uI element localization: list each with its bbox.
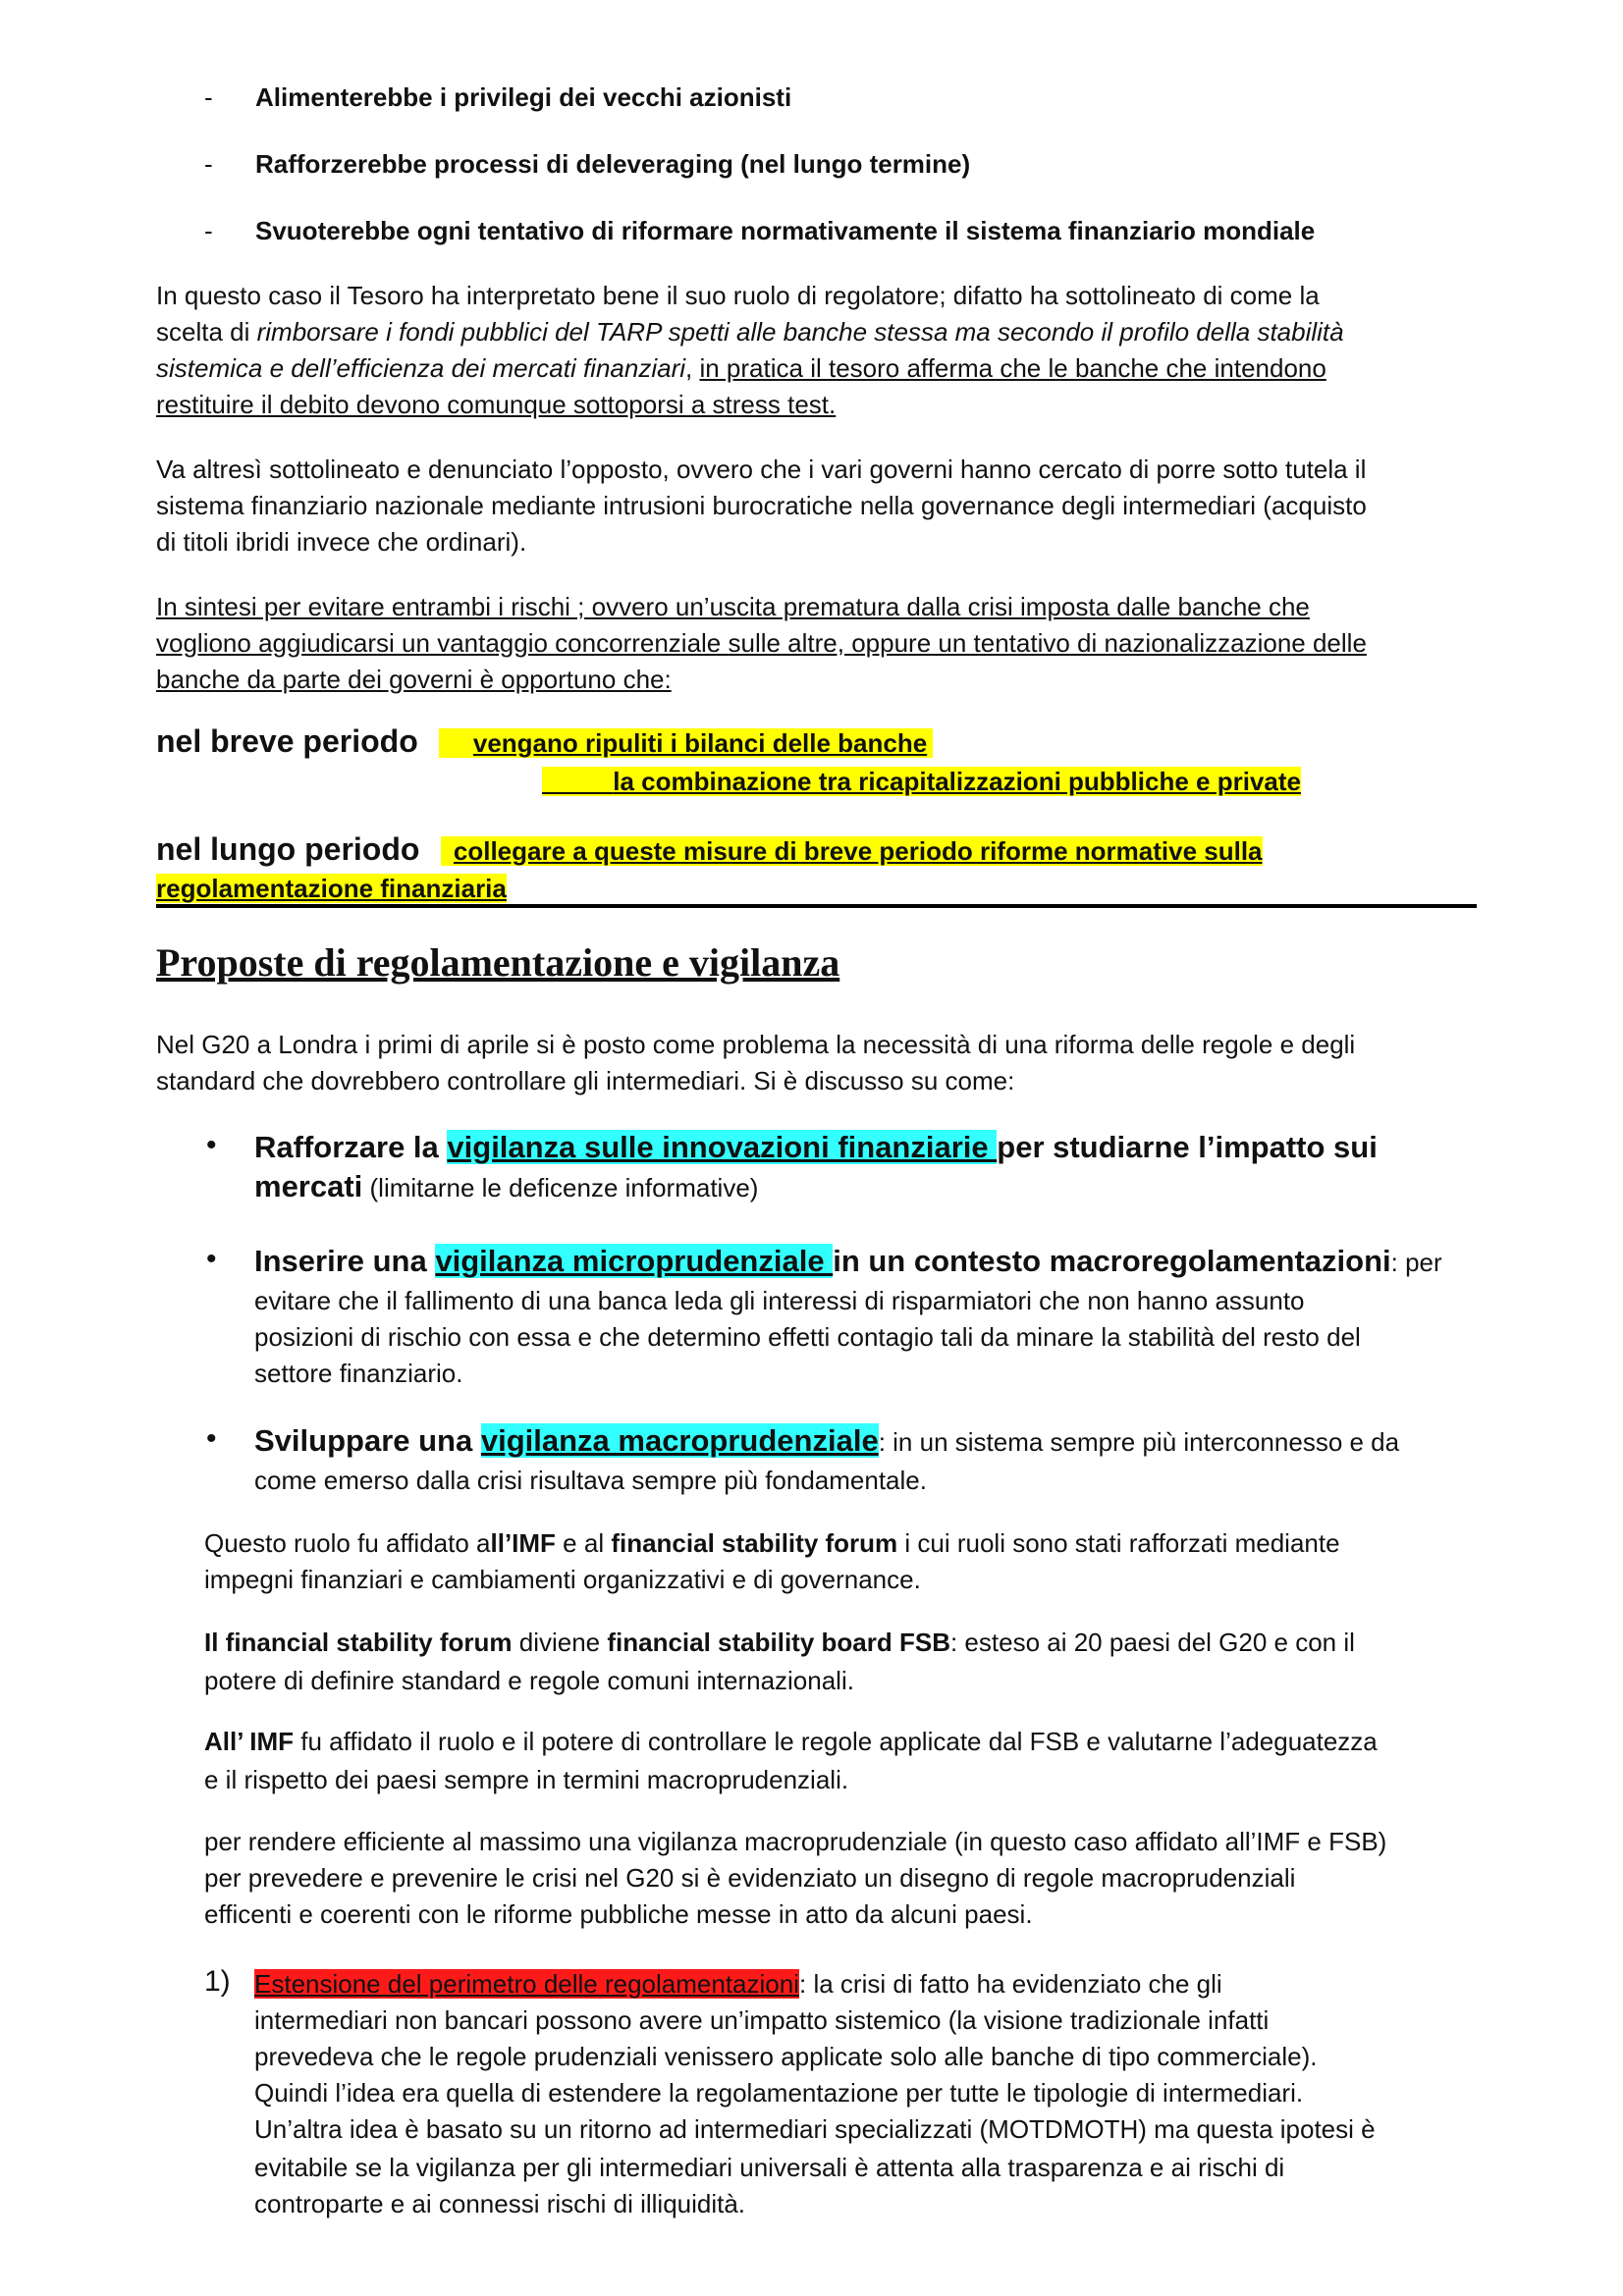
paragraph-treasury: In questo caso il Tesoro ha interpretato bene il suo ruolo di regolatore; difatto ha sottolineato di come la scelta di rimborsare i fondi pubblici del TARP spetti alle banche stessa ma secondo il profilo della stabilità sistemica e dell’efficienza dei mercati finanziari, in pratica il tesoro afferma che le banche che intendono restituire il debito devono comunque sottoporsi a stress test. <box>156 281 1344 419</box>
bullet-item: Rafforzare la vigilanza sulle innovazioni finanziarie per studiarne l’impatto sui mercati (limitarne le deficenze informative) <box>254 1130 1378 1203</box>
paragraph-g20: Nel G20 a Londra i primi di aprile si è posto come problema la necessità di una riforma delle regole e degli standard che dovrebbero controllare gli intermediari. Si è discusso su come: <box>156 1030 1356 1095</box>
paragraph-macroprudential: per rendere efficiente al massimo una vigilanza macroprudenziale (in questo caso affidato all’IMF e FSB) per prevedere e prevenire le crisi nel G20 si è evidenziato un disegno di regole macroprudenziali efficenti e coerenti con le riforme pubbliche messe in atto da alcuni paesi. <box>204 1827 1387 1929</box>
bullet-icon: • <box>206 1243 217 1275</box>
short-term-item2: la combinazione tra ricapitalizzazioni pubbliche e private <box>542 764 1301 800</box>
numbered-item: Estensione del perimetro delle regolamentazioni: la crisi di fatto ha evidenziato che gli intermediari non bancari possono avere un’impatto sistemico (la visione tradizionale infatti prevedeva che le regole prudenziali venissero applicate solo alle banche di tipo commerciale). Quindi l’idea era quella di estendere la regolamentazione per tutte le tipologie di intermediari. Un’altra idea è basato su un ritorno ad intermediari specializzati (MOTDMOTH) ma questa ipotesi è evitabile se la vigilanza per gli intermediari universali è attenta alla trasparenza e ai rischi di controparte e ai connessi rischi di illiquidità. <box>254 1969 1376 2218</box>
paragraph-summary: In sintesi per evitare entrambi i rischi ; ovvero un’uscita prematura dalla crisi imposta dalle banche che vogliono aggiudicarsi un vantaggio concorrenziale sulle altre, oppure un tentativo di nazionalizzazione delle banche da parte dei governi è opportuno che: <box>156 592 1367 694</box>
paragraph-imf-power: All’ IMF fu affidato il ruolo e il potere di controllare le regole applicate dal FSB e valutarne l’adeguatezza e il rispetto dei paesi sempre in termini macroprudenziali. <box>204 1727 1378 1794</box>
short-term-row: nel breve periodo vengano ripuliti i bilanci delle banche <box>156 723 933 764</box>
bullet-item: Sviluppare una vigilanza macroprudenziale: in un sistema sempre più interconnesso e da come emerso dalla crisi risultava sempre più fondamentale. <box>254 1423 1400 1495</box>
document-page: - Alimenterebbe i privilegi dei vecchi azionisti - Rafforzerebbe processi di deleveraging (nel lungo termine) - Svuoterebbe ogni tentativo di riformare normativamente il sistema finanziario mondiale In questo caso il Tesoro ha interpretato bene il suo ruolo di regolatore; difatto ha sottolineato di come la scelta di rimborsare i fondi pubblici del TARP spetti alle banche stessa ma secondo il profilo della stabilità sistemica e dell’efficienza dei mercati finanziari, in pratica il tesoro afferma che le banche che intendono restituire il debito devono comunque sottoporsi a stress test. Va altresì sottolineato e denunciato l’opposto, ovvero che i vari governi hanno cercato di porre sotto tutela il sistema finanziario nazionale mediante intrusioni burocratiche nella governance degli intermediari (acquisto di titoli ibridi invece che ordinari). In sintesi per evitare entrambi i rischi ; ovvero un’uscita prematura dalla crisi imposta dalle banche che vogliono aggiudicarsi un vantaggio concorrenziale sulle altre, oppure un tentativo di nazionalizzazione delle banche da parte dei governi è opportuno che: nel breve periodo vengano ripuliti i bilanci delle banche la combinazione tra ricapitalizzazioni pubbliche e private nel lungo periodo collegare a queste misure di breve periodo riforme normative sulla regolamentazione finanziaria Proposte di regolamentazione e vigilanza Nel G20 a Londra i primi di aprile si è posto come problema la necessità di una riforma delle regole e degli standard che dovrebbero controllare gli intermediari. Si è discusso su come: • Rafforzare la vigilanza sulle innovazioni finanziarie per studiarne l’impatto sui mercati (limitarne le deficenze informative) • Inserire una vigilanza microprudenziale in un contesto macroregolamentazioni: per evitare che il fallimento di una banca leda gli interessi di risparmiatori che non hanno assunto posizioni di rischio con essa e che determino effetti contagio tali da minare la stabilità del resto del settore finanziario. • Sviluppare una vigilanza macroprudenziale: in un sistema sempre più interconnesso e da come emerso dalla crisi risultava sempre più fondamentale. Questo ruolo fu affidato all’IMF e al financial stability forum i cui ruoli sono stati rafforzati mediante impegni finanziari e cambiamenti organizzativi e di governance. Il financial stability forum diviene financial stability board FSB: esteso ai 20 paesi del G20 e con il potere di definire standard e regole comuni internazionali. All’ IMF fu affidato il ruolo e il potere di controllare le regole applicate dal FSB e valutarne l’adeguatezza e il rispetto dei paesi sempre in termini macroprudenziali. per rendere efficiente al massimo una vigilanza macroprudenziale (in questo caso affidato all’IMF e FSB) per prevedere e prevenire le crisi nel G20 si è evidenziato un disegno di regole macroprudenziali efficenti e coerenti con le riforme pubbliche messe in atto da alcuni paesi. 1) Estensione del perimetro delle regolamentazioni: la crisi di fatto ha evidenziato che gli intermediari non bancari possono avere un’impatto sistemico (la visione tradizionale infatti prevedeva che le regole prudenziali venissero applicate solo alle banche di tipo commerciale). Quindi l’idea era quella di estendere la regolamentazione per tutte le tipologie di intermediari. Un’altra idea è basato su un ritorno ad intermediari specializzati (MOTDMOTH) ma questa ipotesi è evitabile se la vigilanza per gli intermediari universali è attenta alla trasparenza e ai rischi di controparte e ai connessi rischi di illiquidità. <box>0 0 1623 2296</box>
long-term-row: nel lungo periodo collegare a queste misure di breve periodo riforme normative sulla <box>156 831 1263 867</box>
paragraph-imf-role: Questo ruolo fu affidato all’IMF e al financial stability forum i cui ruoli sono stati rafforzati mediante impegni finanziari e cambiamenti organizzativi e di governance. <box>204 1528 1340 1594</box>
long-term-line2: regolamentazione finanziaria <box>156 874 507 903</box>
section-divider <box>156 904 1477 908</box>
bullet-item: Inserire una vigilanza microprudenziale in un contesto macroregolamentazioni: per evitare che il fallimento di una banca leda gli interessi di risparmiatori che non hanno assunto posizioni di rischio con essa e che determino effetti contagio tali da minare la stabilità del resto del settore finanziario. <box>254 1244 1442 1388</box>
paragraph-governments: Va altresì sottolineato e denunciato l’opposto, ovvero che i vari governi hanno cercato di porre sotto tutela il sistema finanziario nazionale mediante intrusioni burocratiche nella governance degli intermediari (acquisto di titoli ibridi invece che ordinari). <box>156 454 1367 557</box>
section-heading: Proposte di regolamentazione e vigilanza <box>156 940 840 985</box>
bullet-icon: • <box>206 1422 217 1455</box>
paragraph-fsb: Il financial stability forum diviene financial stability board FSB: esteso ai 20 paesi del G20 e con il potere di definire standard e regole comuni internazionali. <box>204 1628 1355 1695</box>
bullet-icon: • <box>206 1129 217 1161</box>
list-number: 1) <box>204 1965 231 1998</box>
